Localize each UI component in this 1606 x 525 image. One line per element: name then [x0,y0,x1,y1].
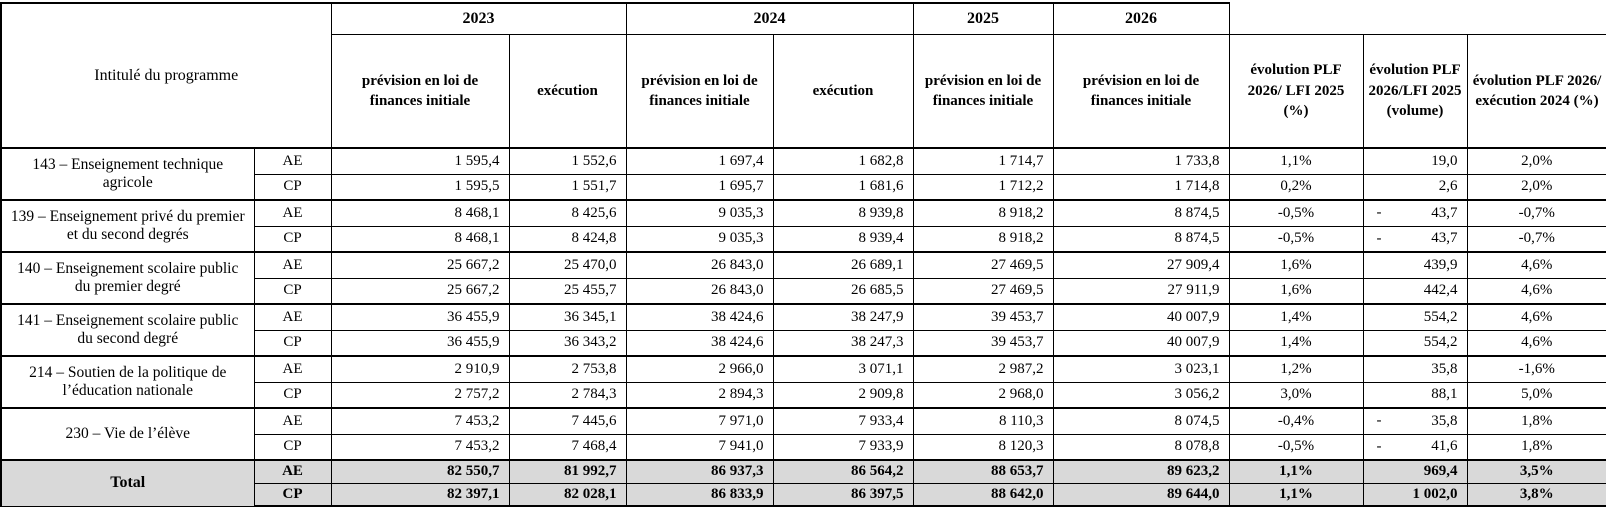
value-cell: 2 909,8 [773,382,913,408]
evolution-pct-cell: 1,4% [1229,330,1363,356]
evolution-pct-cell: 1,2% [1229,356,1363,382]
evolution-volume-cell [1363,382,1467,408]
value-cell: 7 933,9 [773,434,913,460]
row-139-ae [1,200,1606,226]
volume-value: 2,6 [1438,178,1458,195]
value-cell: 1 733,8 [1053,148,1229,174]
row-label-ae: AE [254,304,331,330]
value-cell: 7 445,6 [509,408,626,434]
value-cell: 38 424,6 [626,330,773,356]
value-cell: 27 469,5 [913,252,1053,278]
budget-table [0,2,1606,507]
value-cell: 2 987,2 [913,356,1053,382]
value-cell: 7 453,2 [331,434,509,460]
evolution-volume-cell [1363,483,1467,506]
value-cell: 27 909,4 [1053,252,1229,278]
value-cell: 2 753,8 [509,356,626,382]
evolution-pct-cell: 1,1% [1229,148,1363,174]
header-prevision-2024: prévision en loi de finances initiale [626,34,773,148]
value-cell: 3 056,2 [1053,382,1229,408]
row-230-ae [1,408,1606,434]
evolution-pct-exec-cell: 1,8% [1467,434,1606,460]
header-evolution-pct-exec: évolution PLF 2026/ exécution 2024 (%) [1467,34,1606,148]
row-label-cp: CP [254,226,331,252]
value-cell: 26 843,0 [626,278,773,304]
evolution-pct-exec-cell: 2,0% [1467,174,1606,200]
total-label: Total [1,460,254,506]
evolution-pct-cell: 1,1% [1229,483,1363,506]
value-cell: 39 453,7 [913,330,1053,356]
volume-value: 1 002,0 [1412,485,1458,502]
total-value-cell: 82 028,1 [509,483,626,506]
evolution-pct-cell: 1,1% [1229,460,1363,483]
row-label-ae: AE [254,408,331,434]
value-cell: 1 697,4 [626,148,773,174]
volume-value: 442,4 [1423,282,1458,299]
header-row-years [1,3,1606,34]
value-cell: 1 712,2 [913,174,1053,200]
value-cell: 26 685,5 [773,278,913,304]
value-cell: 38 247,3 [773,330,913,356]
header-execution-2024: exécution [773,34,913,148]
value-cell: 39 453,7 [913,304,1053,330]
value-cell: 36 455,9 [331,304,509,330]
row-label-cp: CP [254,382,331,408]
volume-value: 43,7 [1431,230,1458,247]
header-execution-2023: exécution [509,34,626,148]
value-cell: 8 074,5 [1053,408,1229,434]
value-cell: 8 918,2 [913,200,1053,226]
value-cell: 8 078,8 [1053,434,1229,460]
value-cell: 7 468,4 [509,434,626,460]
evolution-pct-cell: 0,2% [1229,174,1363,200]
total-value-cell: 88 653,7 [913,460,1053,483]
header-prevision-2025: prévision en loi de finances initiale [913,34,1053,148]
header-prevision-2026: prévision en loi de finances initiale [1053,34,1229,148]
total-value-cell: 89 623,2 [1053,460,1229,483]
header-prevision-2023: prévision en loi de finances initiale [331,34,509,148]
evolution-pct-exec-cell: 1,8% [1467,408,1606,434]
header-evolution-volume: évolution PLF 2026/LFI 2025 (volume) [1363,34,1467,148]
header-year-2025: 2025 [913,3,1053,34]
evolution-pct-cell: -0,5% [1229,434,1363,460]
evolution-pct-exec-cell: 4,6% [1467,304,1606,330]
header-year-2024: 2024 [626,3,913,34]
value-cell: 25 667,2 [331,278,509,304]
volume-value: 41,6 [1431,438,1458,455]
value-cell: 7 933,4 [773,408,913,434]
header-empty-cell [1229,3,1606,34]
value-cell: 1 695,7 [626,174,773,200]
row-label-cp: CP [254,174,331,200]
row-143-ae [1,148,1606,174]
evolution-pct-cell: -0,5% [1229,200,1363,226]
value-cell: 1 595,4 [331,148,509,174]
value-cell: 3 023,1 [1053,356,1229,382]
value-cell: 7 453,2 [331,408,509,434]
value-cell: 9 035,3 [626,200,773,226]
value-cell: 40 007,9 [1053,330,1229,356]
value-cell: 25 470,0 [509,252,626,278]
header-year-2023: 2023 [331,3,626,34]
value-cell: 2 894,3 [626,382,773,408]
evolution-pct-exec-cell: -0,7% [1467,200,1606,226]
value-cell: 36 455,9 [331,330,509,356]
value-cell: 2 910,9 [331,356,509,382]
row-total-ae [1,460,1606,483]
evolution-volume-cell [1363,252,1467,278]
header-program-title: Intitulé du programme [1,3,331,148]
total-value-cell: 82 397,1 [331,483,509,506]
evolution-volume-cell [1363,148,1467,174]
value-cell: 40 007,9 [1053,304,1229,330]
program-name: 140 – Enseignement scolaire public du premier degré [1,252,254,304]
value-cell: 8 120,3 [913,434,1053,460]
value-cell: 2 966,0 [626,356,773,382]
volume-value: 19,0 [1431,152,1458,169]
volume-value: 35,8 [1431,412,1458,429]
value-cell: 25 455,7 [509,278,626,304]
value-cell: 26 689,1 [773,252,913,278]
row-label-cp: CP [254,278,331,304]
row-label-ae: AE [254,252,331,278]
value-cell: 8 939,8 [773,200,913,226]
evolution-pct-cell: 1,6% [1229,278,1363,304]
evolution-volume-cell [1363,304,1467,330]
volume-value: 439,9 [1423,256,1458,273]
evolution-pct-exec-cell: 4,6% [1467,330,1606,356]
program-name: 139 – Enseignement privé du premier et du second degrés [1,200,254,252]
volume-value: 43,7 [1431,204,1458,221]
value-cell: 7 971,0 [626,408,773,434]
value-cell: 36 345,1 [509,304,626,330]
total-value-cell: 86 564,2 [773,460,913,483]
evolution-pct-exec-cell: 3,8% [1467,483,1606,506]
total-value-cell: 82 550,7 [331,460,509,483]
program-name: 143 – Enseignement technique agricole [1,148,254,200]
row-label-cp: CP [254,434,331,460]
value-cell: 1 595,5 [331,174,509,200]
evolution-pct-cell: -0,5% [1229,226,1363,252]
evolution-pct-cell: 3,0% [1229,382,1363,408]
total-value-cell: 89 644,0 [1053,483,1229,506]
program-name: 230 – Vie de l’élève [1,408,254,460]
value-cell: 27 911,9 [1053,278,1229,304]
value-cell: 38 424,6 [626,304,773,330]
row-214-ae [1,356,1606,382]
volume-value: 969,4 [1423,463,1458,480]
evolution-pct-exec-cell: -1,6% [1467,356,1606,382]
evolution-pct-exec-cell: -0,7% [1467,226,1606,252]
program-name: 214 – Soutien de la politique de l’éducation nationale [1,356,254,408]
value-cell: 1 714,7 [913,148,1053,174]
value-cell: 1 681,6 [773,174,913,200]
value-cell: 26 843,0 [626,252,773,278]
value-cell: 1 682,8 [773,148,913,174]
row-label-ae: AE [254,148,331,174]
evolution-pct-exec-cell: 5,0% [1467,382,1606,408]
evolution-volume-cell [1363,174,1467,200]
header-evolution-pct-lfi: évolution PLF 2026/ LFI 2025 (%) [1229,34,1363,148]
value-cell: 1 552,6 [509,148,626,174]
row-label-ae: AE [254,200,331,226]
row-140-ae [1,252,1606,278]
evolution-volume-cell [1363,434,1467,460]
evolution-pct-exec-cell: 2,0% [1467,148,1606,174]
evolution-volume-cell [1363,356,1467,382]
evolution-pct-exec-cell: 4,6% [1467,278,1606,304]
evolution-pct-cell: 1,4% [1229,304,1363,330]
minus-sign: - [1376,438,1382,455]
volume-value: 554,2 [1423,334,1458,351]
value-cell: 8 874,5 [1053,226,1229,252]
evolution-volume-cell [1363,278,1467,304]
evolution-pct-cell: -0,4% [1229,408,1363,434]
evolution-volume-cell [1363,460,1467,483]
row-label-cp: CP [254,483,331,506]
minus-sign: - [1376,230,1382,247]
volume-value: 554,2 [1423,308,1458,325]
value-cell: 8 939,4 [773,226,913,252]
evolution-volume-cell [1363,408,1467,434]
value-cell: 2 784,3 [509,382,626,408]
value-cell: 1 551,7 [509,174,626,200]
minus-sign: - [1376,204,1382,221]
value-cell: 8 110,3 [913,408,1053,434]
value-cell: 8 425,6 [509,200,626,226]
value-cell: 36 343,2 [509,330,626,356]
value-cell: 7 941,0 [626,434,773,460]
value-cell: 25 667,2 [331,252,509,278]
evolution-pct-cell: 1,6% [1229,252,1363,278]
total-value-cell: 86 833,9 [626,483,773,506]
row-label-ae: AE [254,356,331,382]
value-cell: 1 714,8 [1053,174,1229,200]
row-141-ae [1,304,1606,330]
header-year-2026: 2026 [1053,3,1229,34]
row-label-cp: CP [254,330,331,356]
total-value-cell: 81 992,7 [509,460,626,483]
value-cell: 2 757,2 [331,382,509,408]
total-value-cell: 88 642,0 [913,483,1053,506]
volume-value: 88,1 [1431,386,1458,403]
evolution-volume-cell [1363,200,1467,226]
evolution-pct-exec-cell: 3,5% [1467,460,1606,483]
value-cell: 8 424,8 [509,226,626,252]
minus-sign: - [1376,412,1382,429]
value-cell: 3 071,1 [773,356,913,382]
program-name: 141 – Enseignement scolaire public du second degré [1,304,254,356]
value-cell: 38 247,9 [773,304,913,330]
value-cell: 27 469,5 [913,278,1053,304]
value-cell: 8 468,1 [331,200,509,226]
value-cell: 8 468,1 [331,226,509,252]
volume-value: 35,8 [1431,360,1458,377]
total-value-cell: 86 937,3 [626,460,773,483]
total-value-cell: 86 397,5 [773,483,913,506]
row-label-ae: AE [254,460,331,483]
value-cell: 2 968,0 [913,382,1053,408]
value-cell: 9 035,3 [626,226,773,252]
evolution-volume-cell [1363,330,1467,356]
value-cell: 8 874,5 [1053,200,1229,226]
evolution-pct-exec-cell: 4,6% [1467,252,1606,278]
value-cell: 8 918,2 [913,226,1053,252]
evolution-volume-cell [1363,226,1467,252]
